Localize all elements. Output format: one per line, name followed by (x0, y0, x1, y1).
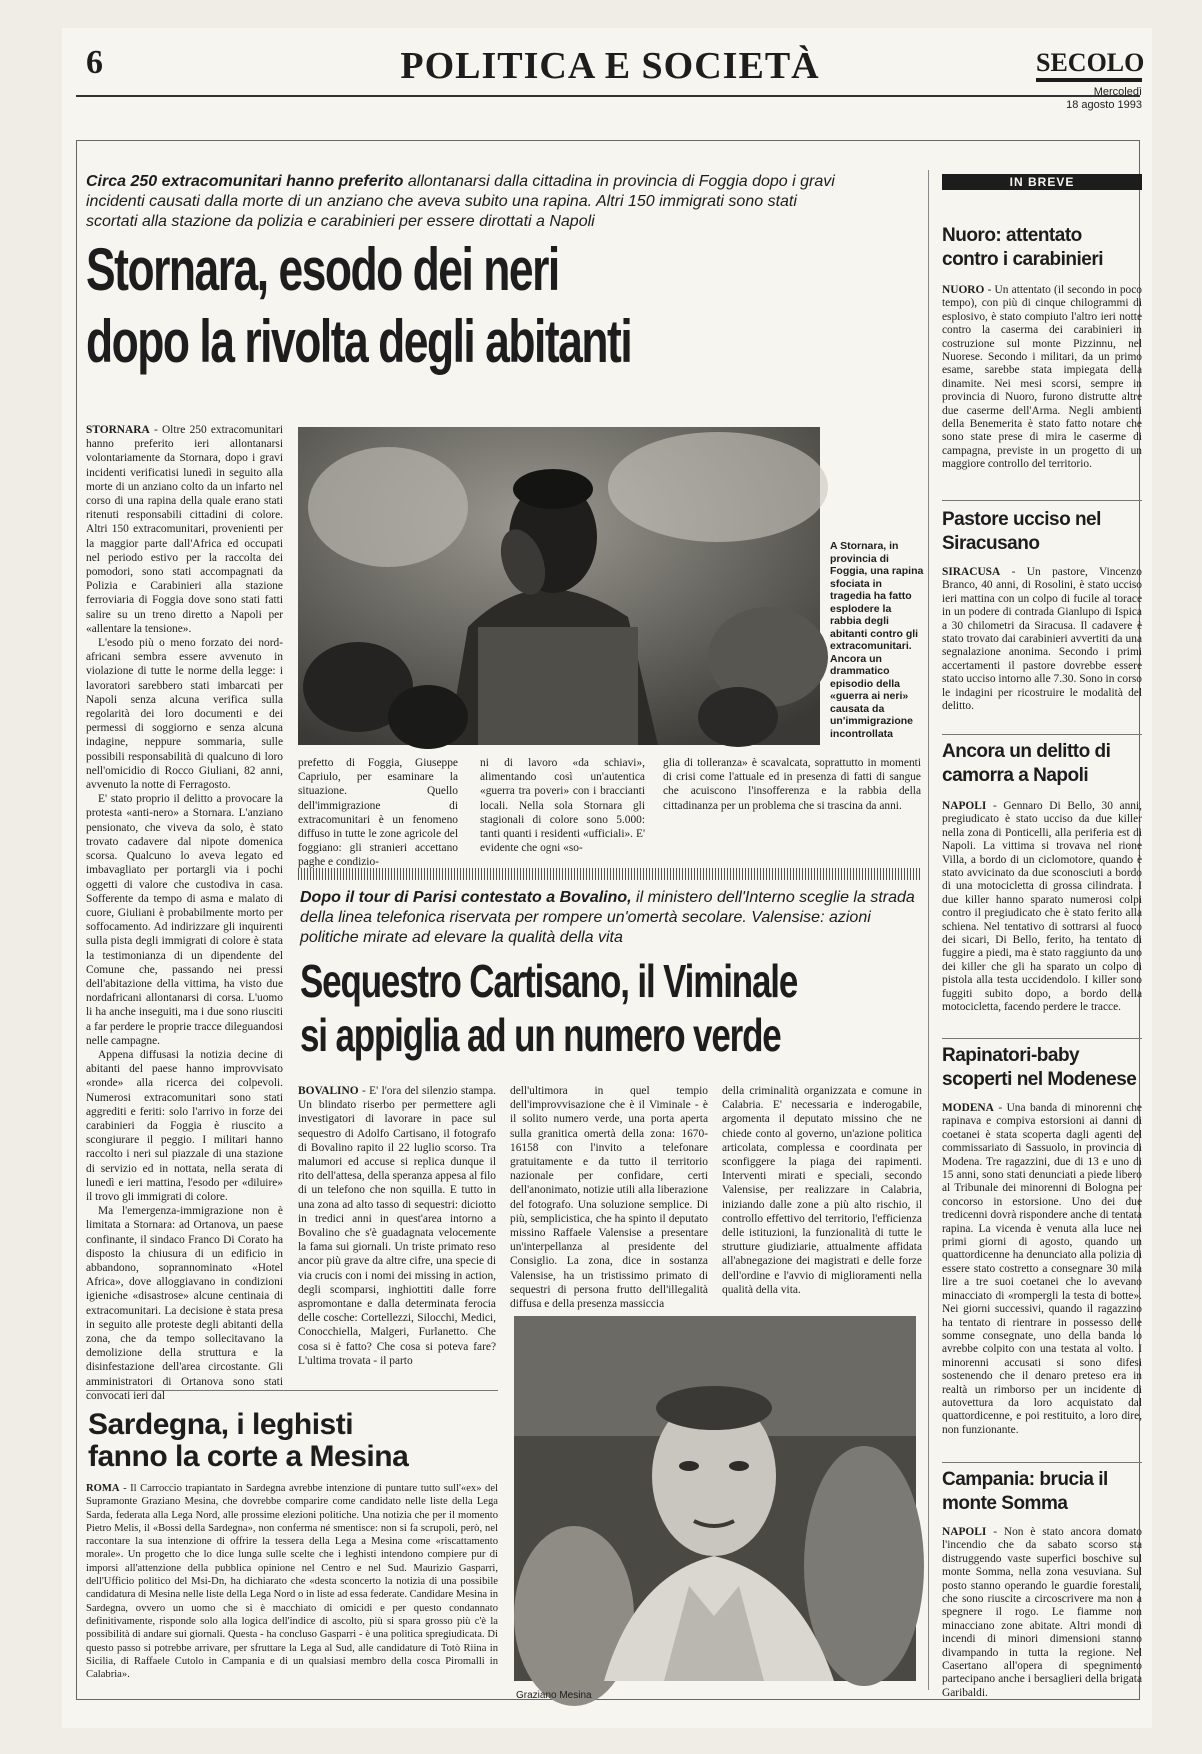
breve-1-title: Nuoro: attentato contro i carabinieri (942, 225, 1104, 270)
cartisano-headline-2: si appiglia ad un numero verde (300, 1009, 781, 1061)
breve-3-dateline: NAPOLI (942, 800, 987, 812)
stornara-headline-1: Stornara, esodo dei neri (86, 236, 559, 303)
section-title: POLITICA E SOCIETÀ (400, 45, 820, 87)
cartisano-kicker-bold: Dopo il tour di Parisi contestato a Bovalino, (300, 889, 632, 906)
stornara-kicker-text: allontanarsi dalla cittadina in provincia di Foggia dopo i gravi incidenti causati dalla morte di un anziano che aveva subito una rapina. Altri 150 immigrati sono stati scortati alla stazione da polizia e carabinieri per essere dirottati a Napoli (86, 173, 835, 230)
stornara-photo-caption: A Stornara, in provincia di Foggia, una rapina sfociata in tragedia ha fatto esplodere la rabbia degli abitanti contro gli extracomunitari. Ancora un drammatico episodio della «guerra ai neri» causata da un'immigrazione incontrollata (830, 540, 924, 740)
sidebar-divider (928, 170, 929, 1690)
stornara-paragraph-1: - Oltre 250 extracomunitari hanno preferito ieri allontanarsi volontariamente da Stornara, dopo i gravi incidenti verificatisi lunedì in seguito alla morte di un anziano colto da un infarto nel corso di una rapina della quale erano stati ritenuti responsabili cittadini di colore. Altri 150 extracomunitari, provenienti per la maggior parte dall'Africa ed occupati nel periodo estivo per la raccolta dei pomodori, sono stati accompagnati da Polizia e Carabinieri alla stazione ferroviaria di Foggia dove sono stati fatti salire su un treno diretto a Napoli per «allentare la tensione». (86, 424, 283, 635)
sardegna-dateline: ROMA (86, 1483, 120, 1494)
breve-separator (942, 1462, 1142, 1463)
sardegna-headline-2: fanno la corte a Mesina (88, 1440, 409, 1473)
breve-1-text (942, 284, 1142, 494)
cartisano-column-3: della criminalità organizzata e comune in Calabria. E' necessaria e inderogabile, argomenta il deputato missino che ne chiede conto al governo, un'azione politica articolata, complessa e coordinata per sconfiggere la piaga dei rapimenti. Interventi mirati e speciali, secondo Valensise, per realizzare in Calabria, iniziando dalle zone a più alto rischio, il controllo effettivo del territorio, l'efficienza delle istituzioni, la funzionalità di tutte le strutture giudiziarie, attualmente affidata all'abnegazione dei magistrati e delle forze dell'ordine e l'avvio di miglioramenti nella qualità della vita. (722, 1085, 922, 1296)
in-breve-label: IN BREVE (942, 174, 1142, 190)
cartisano-column-2: dell'ultimora in quel tempio dell'improvvisazione che è il Viminale - è il solito numero verde, una porta aperta sulla granitica omertà della zona: 1670-16158 con l'invito a telefonare gratuitamente e da tutto il territorio nazionale per confidare, certi dell'anonimato, notizie utili alla liberazione del fotografo. Una soluzione semplice. Di più, semplicistica, che ha spinto il deputato missino Raffaele Valensise a presentare un'interpellanza al presidente del Consiglio. La zona, dice in sostanza Valensise, ha un tristissimo primato di sequestri di persona frutto dell'illegalità diffusa e della presenza massiccia (510, 1085, 708, 1311)
stornara-paragraph-2: L'esodo più o meno forzato dei nord-africani sembra essere avvenuto in violazione di tutte le norme della legge: i lavoratori sarebbero stati imbarcati per Napoli senza alcuna verifica sulla regolarità dei loro documenti e dei permessi di soggiorno e senza alcuna indagine, neppure sommaria, sulle possibili responsabilità di qualcuno di loro nell'omicidio di Rocco Giuliani, 82 anni, avvenuto la notte di Ferragosto. (86, 637, 283, 792)
breve-5-body: - Non è stato ancora domato l'incendio che da sabato scorso sta distruggendo vaste superfici boschive sul monte Somma, nella zona vesuviana. Sul posto stanno operando le guardie forestali, che sono riuscite a circoscrivere ma non a spegnere il rogo. Le fiamme non minacciano zone abitate. Altri mondi di incendi di minori dimensioni stanno divampando in tutta la regione. Nel Casertano all'opera di spegnimento partecipano anche i bersaglieri della brigata Garibaldi. (942, 1526, 1142, 1699)
breve-4-body: - Una banda di minorenni che rapinava e compiva estorsioni ai danni di coetanei è stata scoperta dagli agenti del commissariato di Sassuolo, in provincia di Modena. Tre ragazzini, due di 13 e uno di 15 anni, sono stati denunciati a piede libero al Tribunale dei minorenni di Bologna per concorso in estorsione. Uno dei due tredicenni dovrà rispondere anche di tentata rapina. La vicenda è venuta alla luce nei primi giorni di agosto, quando un quattordicenne ha denunciato alla polizia di essere stato costretto a consegnare 30 mila lire a tre suoi coetanei che lo avevano minacciato di «rompergli la testa di botte». Nei giorni successivi, quando il ragazzino ha tentato di rientrare in possesso delle somme consegnate, uno della banda lo avrebbe colpito con una testata al volto. I minorenni accusati si sono difesi sostenendo che il denaro preteso era in realtà un rimborso per un incidente di autovettura da loro acquistato dal quattordicenne, e poi restituito, a loro dire, non funzionante. (942, 1102, 1142, 1436)
breve-3-title: Ancora un delitto di camorra a Napoli (942, 741, 1111, 786)
stornara-paragraph-4: Appena diffusasi la notizia decine di abitanti del paese hanno improvvisato «ronde» alla ricerca dei colpevoli. Numerosi extracomunitari sono stati aggrediti e feriti: solo l'arrivo in forze dei carabinieri da Foggia è riuscito a scongiurare il peggio. I militari hanno raccolto i neri sul piazzale di una stazione di servizio ed in nottata, nella serata di lunedì e ieri mattina, l'esodo per «diluire» il trovo gli immigrati di colore. (86, 1048, 283, 1203)
stornara-kicker (86, 172, 836, 232)
mesina-photo-caption: Graziano Mesina (516, 1690, 592, 1701)
stornara-column-1 (86, 423, 283, 1402)
cartisano-kicker (300, 888, 920, 948)
cartisano-column-1 (298, 1084, 496, 1384)
breve-5-text (942, 1526, 1142, 1699)
breve-5-title: Campania: brucia il monte Somma (942, 1469, 1108, 1514)
masthead (1036, 48, 1145, 112)
breve-separator (942, 500, 1142, 501)
mesina-photo (514, 1316, 916, 1681)
stornara-dateline: STORNARA (86, 424, 150, 436)
section-separator (298, 868, 921, 880)
cartisano-dateline: BOVALINO (298, 1085, 359, 1097)
breve-2-text (942, 566, 1142, 730)
masthead-weekday: Mercoledì (1093, 86, 1142, 98)
sardegna-headline-1: Sardegna, i leghisti (88, 1408, 354, 1441)
stornara-column-4: glia di tolleranza» è scavalcata, soprattutto in momenti di crisi come l'attuale ed in presenza di fatti di sangue che acuiscono l'insofferenza e la rabbia della cittadinanza per un problema che si trascina da anni. (663, 757, 921, 812)
breve-2-dateline: SIRACUSA (942, 566, 1001, 578)
stornara-paragraph-5: Ma l'emergenza-immigrazione non è limitata a Stornara: ad Ortanova, un paese confinante, il sindaco Franco Di Corato ha disposto la chiusura di un edificio in abbandono, soprannominato «Hotel Africa», dove alloggiavano in condizioni igieniche «disastrose» alcune centinaia di extracomunitari. La decisione è stata presa in seguito alle proteste degli abitanti della zona, che da tempo sollecitavano la demolizione della struttura e la disinfestazione dell'area circostante. Gli amministratori di Ortanova sono stati convocati ieri dal (86, 1205, 283, 1402)
stornara-photo (298, 427, 820, 745)
stornara-headline-2: dopo la rivolta degli abitanti (86, 308, 632, 375)
breve-2-body: - Un pastore, Vincenzo Branco, 40 anni, di Rosolini, è stato ucciso ieri mattina con un colpo di fucile al torace in un podere di contrada Gianlupo di Ispica a 30 chilometri da Siracusa. Il cadavere è stato trovato dai carabinieri avvertiti da una segnalazione anonima. Secondo i primi accertamenti il pastore dovrebbe essere stato ucciso intorno alle 7.30. Sono in corso le indagini per ricostruire le modalità del delitto. (942, 566, 1142, 713)
sardegna-text (86, 1482, 498, 1694)
stornara-kicker-bold: Circa 250 extracomunitari hanno preferito (86, 173, 404, 190)
stornara-column-2: prefetto di Foggia, Giuseppe Capriulo, per esaminare la situazione. Quello dell'immigrazione di extracomunitari è un fenomeno diffuso in tutte le zone agricole del foggiano: gli stranieri accettano paghe e condizio- (298, 757, 458, 869)
page-number: 6 (86, 44, 103, 81)
stornara-column-3: ni di lavoro «da schiavi», alimentando così un'autentica «guerra tra poveri» con i braccianti locali. Nella sola Stornara gli stagionali di colore sono 5.000: tanti quanti i residenti «ufficiali». E' evidente che ogni «so- (480, 757, 645, 855)
breve-2-title: Pastore ucciso nel Siracusano (942, 509, 1101, 554)
header-rule (76, 95, 1140, 97)
breve-4-dateline: MODENA (942, 1102, 994, 1114)
breve-1-dateline: NUORO (942, 284, 985, 296)
breve-separator (942, 1038, 1142, 1039)
breve-4-text (942, 1102, 1142, 1458)
sardegna-top-rule (86, 1390, 498, 1391)
stornara-paragraph-3: E' stato proprio il delitto a provocare la protesta «anti-nero» a Stornara. L'anziano pensionato, che viveva da solo, è stato trovato cadavere dal nipote domenica scorsa. Qualcuno lo aveva legato ed imbavagliato per portargli via i pochi oggetti di valore che custodiva in casa. Sofferente da tempo di asma e malato di cuore, Giuliani è probabilmente morto per soffocamento. Ad indirizzare gli inquirenti sulla pista degli immigrati di colore è stata la testimonianza di un dipendente del Comune che, passando nei pressi dell'abitazione della vittima, ha visto due nordafricani allontanarsi di corsa. L'uomo li ha anche inseguiti, ma i due sono riusciti a far perdere le proprie tracce dileguandosi nelle campagne. (86, 793, 283, 1047)
breve-3-text (942, 800, 1142, 1034)
breve-3-body: - Gennaro Di Bello, 30 anni, pregiudicato è stato ucciso da due killer nella zona di Ponticelli, alla periferia est di Napoli. La vittima si trovava nel rione Villa, a bordo di un ciclomotore, quando è stato avvicinato da due sconosciuti a bordo di una motocicletta di grossa cilindrata. I due killer hanno sparato numerosi colpi contro il pregiudicato che è stato ferito alla schiena. Nel tentativo di sottrarsi al fuoco dei sicari, Di Bello, ferito, ha tentato di fuggire a piedi, ma è stato raggiunto da uno dei killer che gli ha sparato un colpo di pistola alla testa uccidendolo. I killer sono fuggiti subito dopo, a bordo della motocicletta, facendo perdere le tracce. (942, 800, 1142, 1014)
breve-4-title: Rapinatori-baby scoperti nel Modenese (942, 1045, 1137, 1090)
breve-1-body: - Un attentato (il secondo in poco tempo), con più di cinque chilogrammi di esplosivo, è stato compiuto l'altro ieri notte contro la caserma dei carabinieri in costruzione sul monte Pizzinnu, nel Nuorese. Secondo i militari, da un primo esame, sarebbe stata impiegata della dinamite. Nei mesi scorsi, sempre in provincia di Nuoro, furono distrutte altre due caserme dell'Arma. Negli ambienti della Benemerita è stato fatto notare che sono state prese di mira le caserme di campagna, previste in un progetto di un maggiore controllo del territorio. (942, 284, 1142, 471)
sardegna-body: - Il Carroccio trapiantato in Sardegna avrebbe intenzione di puntare tutto sull'«ex» del Supramonte Graziano Mesina, che dovrebbe comparire come candidato nelle liste della Lega Sarda, federata alla Lega Nord, alle prossime elezioni politiche. Una notizia che per il momento Pietro Melis, il «Bossi della Sardegna», non conferma né smentisce: non si fa scrupoli, però, nel raccontare la sua intenzione di offrire la tessera della Lega a Mesina come «riscattamento morale». Un progetto che lo dice lunga sulle scelte che i leghisti intendono compiere pur di imporsi all'attenzione della pubblica opinione nel Centro e nel Sud. Maurizio Gasparri, dell'Ufficio politico del Msi-Dn, ha dichiarato che «desta sconcerto la notizia di una possibile candidatura di Mesina nelle liste della Lega Nord o in liste ad essa federate. Candidare Mesina in Sardegna, ovvero un uomo che si è macchiato di omicidi e per questo condannato definitivamente, risponde solo alla logica dell'indice di ascolto, più si spara grosso più c'è la possibilità di andare sui giornali. Questa - ha concluso Gasparri - è una politica spregiudicata. Di questo passo si potrebbe arrivare, per sfruttare la Lega al Sud, alle candidature di Totò Riina in Sicilia, di Raffaele Cutolo in Campania e di un qualsiasi membro della cosca Piromalli in Calabria». (86, 1483, 498, 1681)
cartisano-text-1: - E' l'ora del silenzio stampa. Un blindato riserbo per permettere agli investigatori di lavorare in pace sul sequestro di Adolfo Cartisano, il fotografo di Bovalino rapito il 22 luglio scorso. Tra malumori ed accuse si replica dunque il rito dell'attesa, della speranza appesa al filo di un telefono che non squilla. E tutto in una zona ad alto tasso di sequestri: diciotto in tredici anni in quest'area intorno a Bovalino che s'è guadagnata velocemente la fama sui giornali. Un triste primato reso ancor più grave da altre cifre, una specie di via crucis con i nomi dei missing in action, degli scomparsi, inghiottiti dalle forre aspromontane e dalla determinata ferocia delle cosche: Cortellezzi, Silocchi, Medici, Conocchiella, Malgeri, Furlanetto. Che cosa si è fatto? Che cosa si poteva fare? L'ultima trovata - il parto (298, 1085, 496, 1367)
masthead-date: 18 agosto 1993 (1066, 99, 1142, 111)
breve-separator (942, 734, 1142, 735)
breve-5-dateline: NAPOLI (942, 1526, 987, 1538)
cartisano-headline-1: Sequestro Cartisano, il Viminale (300, 955, 798, 1007)
cartisano-kicker-text: il ministero dell'Interno sceglie la strada della linea telefonica riservata per rompere un'omertà secolare. Valensise: azioni politiche mirate ad elevare la qualità della vita (300, 889, 915, 946)
masthead-logo: SECOLO (1036, 48, 1142, 82)
